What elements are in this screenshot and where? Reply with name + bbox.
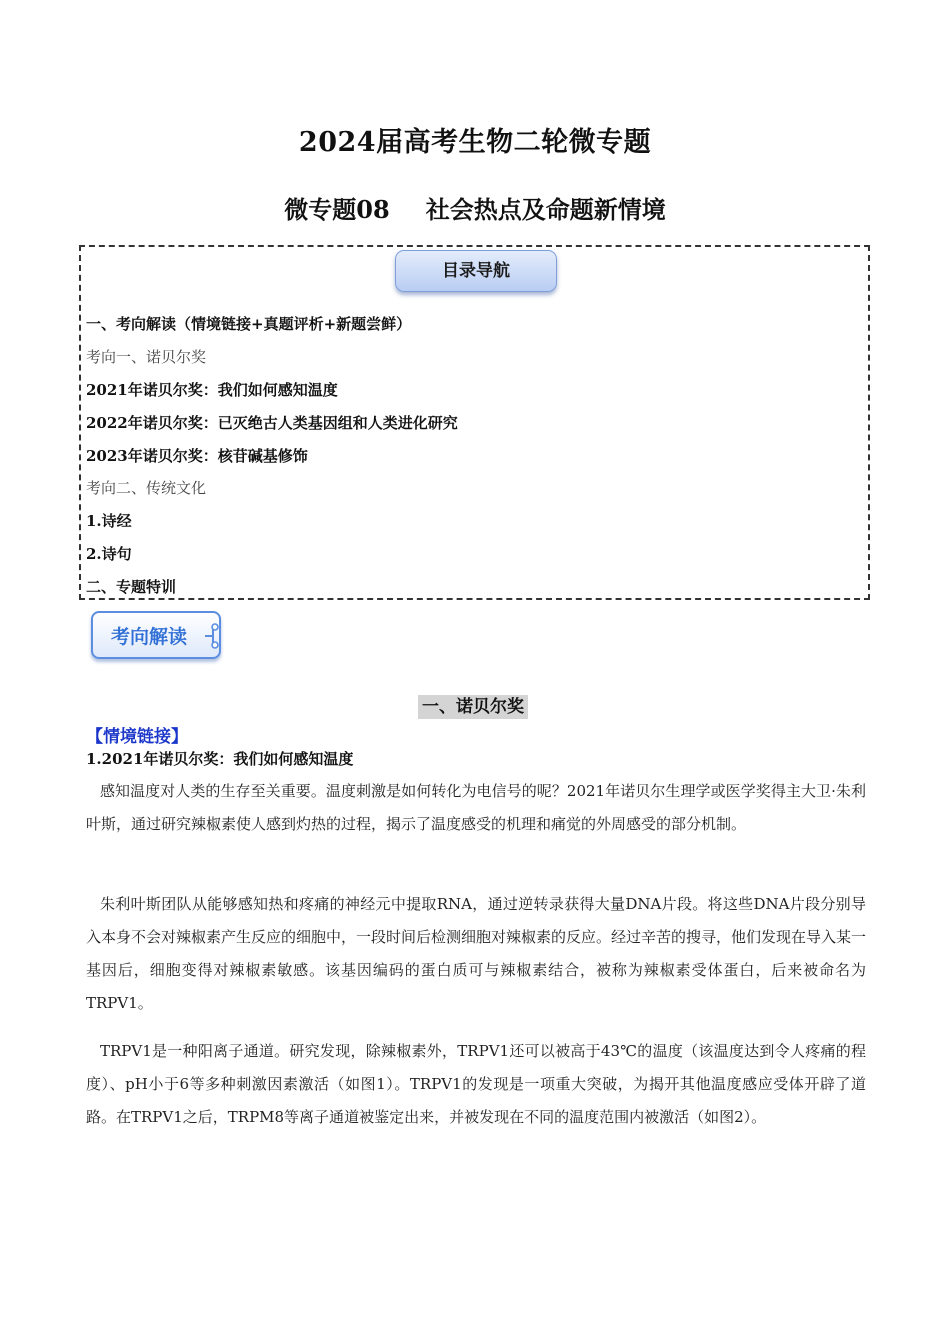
toc-heading: 目录导航: [395, 250, 557, 292]
toc-item-nobel-2021: 2021年诺贝尔奖：我们如何感知温度: [86, 381, 338, 399]
subtitle-topic: 社会热点及命题新情境: [425, 195, 666, 224]
toc-item-poems: 2.诗句: [86, 545, 132, 563]
document-title: 2024届高考生物二轮微专题: [298, 127, 652, 158]
connector-icon: [203, 622, 219, 650]
exam-analysis-badge: [91, 611, 221, 659]
badge-label: 考向解读: [111, 626, 188, 648]
toc-item-exam-analysis: 一、考向解读（情境链接+真题评析+新题尝鲜）: [86, 315, 412, 333]
section-title: 一、诺贝尔奖: [418, 695, 528, 719]
context-link-tag: 【情境链接】: [86, 727, 188, 747]
document-subtitle: [0, 190, 950, 225]
toc-item-nobel-2022: 2022年诺贝尔奖：已灭绝古人类基因组和人类进化研究: [86, 414, 458, 432]
toc-item-training: 二、专题特训: [86, 578, 177, 596]
sub-title: 1.2021年诺贝尔奖：我们如何感知温度: [86, 750, 354, 768]
toc-item-culture: 考向二、传统文化: [86, 479, 207, 497]
paragraph-3: TRPV1是一种阳离子通道。研究发现，除辣椒素外，TRPV1还可以被高于43℃的温度（该温度达到令人疼痛的程度）、pH小于6等多种刺激因素激活（如图1）。TRPV1的发现是一项重大突破，为揭开其他温度感应受体开辟了道路。在TRPV1之后，TRPM8等离子通道被鉴定出来，并被发现在不同的温度范围内被激活（如图2）。: [86, 1042, 866, 1126]
toc-item-nobel: 考向一、诺贝尔奖: [86, 348, 207, 366]
toc-item-nobel-2023: 2023年诺贝尔奖：核苷碱基修饰: [86, 447, 308, 465]
paragraph-1: 感知温度对人类的生存至关重要。温度刺激是如何转化为电信号的呢？2021年诺贝尔生理学或医学奖得主大卫·朱利叶斯，通过研究辣椒素使人感到灼热的过程，揭示了温度感受的机理和痛觉的外周感受的部分机制。: [86, 782, 866, 833]
toc-item-shijing: 1.诗经: [86, 512, 132, 530]
paragraph-2: 朱利叶斯团队从能够感知热和疼痛的神经元中提取RNA，通过逆转录获得大量DNA片段。将这些DNA片段分别导入本身不会对辣椒素产生反应的细胞中，一段时间后检测细胞对辣椒素的反应。经过辛苦的搜寻，他们发现在导入某一基因后，细胞变得对辣椒素敏感。该基因编码的蛋白质可与辣椒素结合，被称为辣椒素受体蛋白，后来被命名为TRPV1。: [86, 895, 867, 1012]
subtitle-number: 微专题08: [284, 195, 390, 224]
